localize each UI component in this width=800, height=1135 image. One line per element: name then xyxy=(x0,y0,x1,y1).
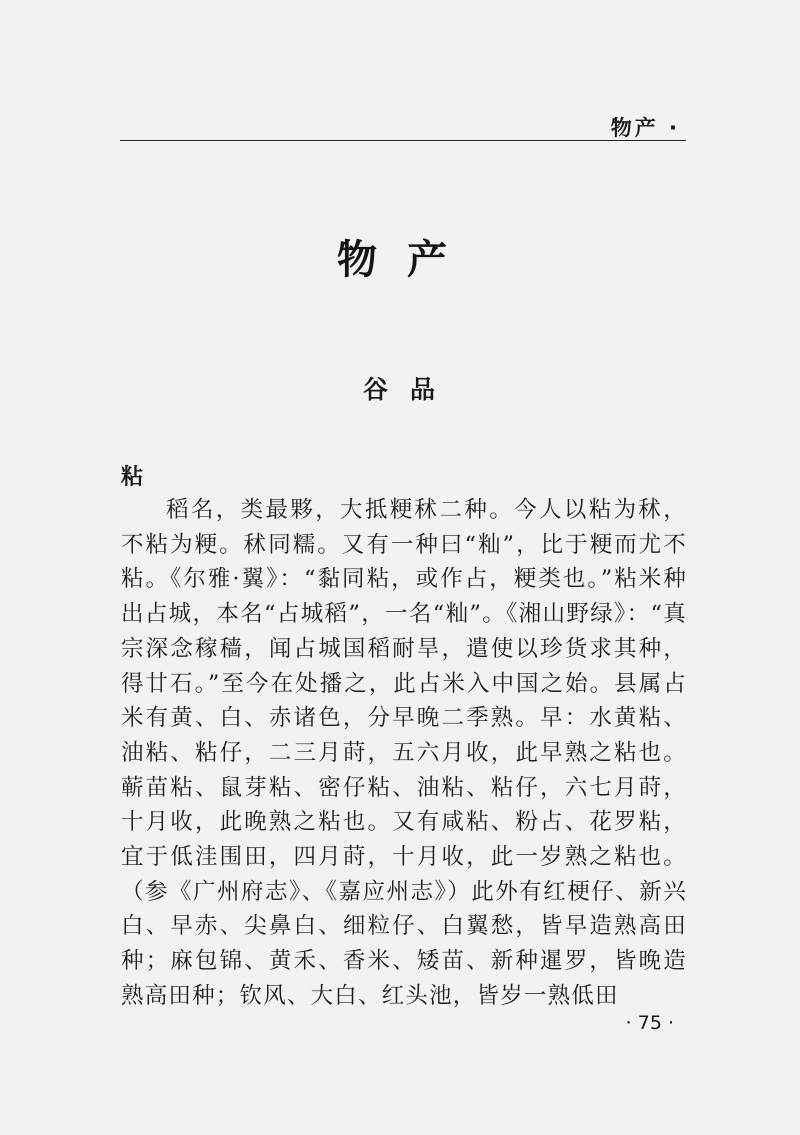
header-rule xyxy=(120,140,686,141)
chapter-title: 物产 xyxy=(337,237,477,283)
section-title: 谷品 xyxy=(362,375,457,404)
entry-body-text: 稻名，类最夥，大抵粳秫二种。今人以粘为秫，不粘为粳。秫同糯。又有一种曰“籼”，比于粳而尤不粘。《尔雅·翼》：“黏同粘，或作占，粳类也。”粘米种出占城，本名“占城稻”，一名“籼”。《湘山野绿》：“真宗深念稼穑，闻占城国稻耐旱，遣使以珍货求其种，得廿石。”至今在处播之，此占米入中国之始。县属占米有黄、白、赤诸色，分早晚二季熟。早：水黄粘、油粘、粘仔，二三月莳，五六月收，此早熟之粘也。蕲苗粘、鼠芽粘、密仔粘、油粘、粘仔，六七月莳，十月收，此晚熟之粘也。又有咸粘、粉占、花罗粘，宜于低洼围田，四月莳，十月收，此一岁熟之粘也。（参《广州府志》、《嘉应州志》）此外有红梗仔、新兴白、早赤、尖鼻白、细粒仔、白翼愁，皆早造熟高田种；麻包锦、黄禾、香米、矮苗、新种暹罗，皆晚造熟高田种；钦风、大白、红头池，皆岁一熟低田 xyxy=(121,497,687,1009)
running-head: 物产 · xyxy=(610,116,680,140)
entry-term: 粘 xyxy=(121,465,144,490)
page-number: · 75 · xyxy=(625,1012,674,1034)
